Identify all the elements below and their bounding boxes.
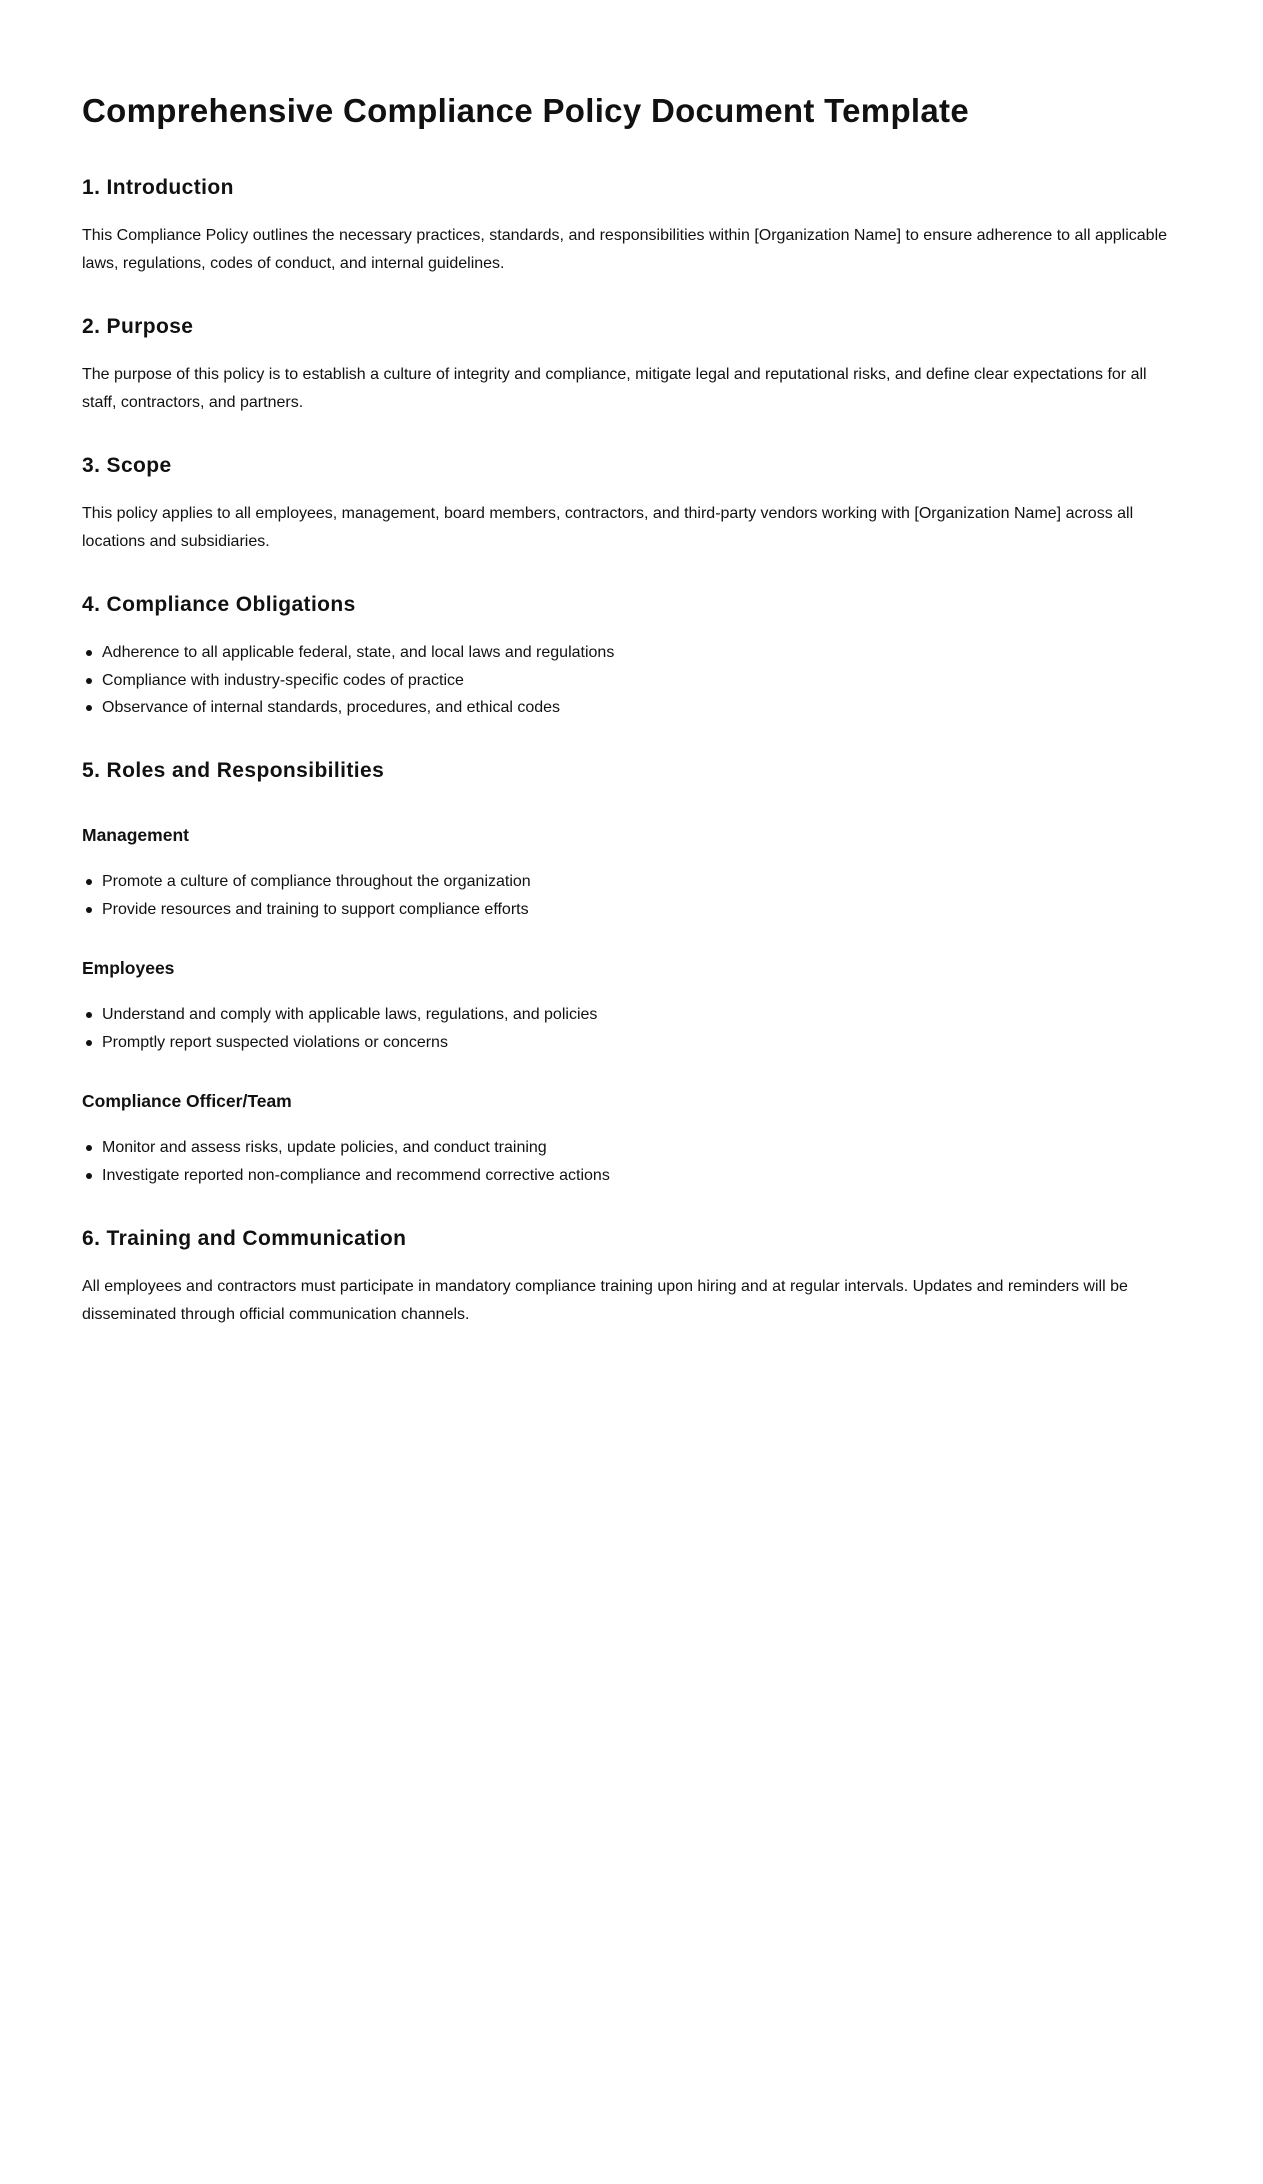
list-item: Compliance with industry-specific codes of practice (102, 667, 614, 695)
management-list (82, 868, 531, 923)
subheading-management: Management (82, 825, 189, 845)
section-body-scope: This policy applies to all employees, management, board members, contractors, and third-party vendors working with [Organization Name] across all locations and subsidiaries. (82, 505, 1134, 550)
section-heading-obligations: 4. Compliance Obligations (82, 593, 356, 616)
section-heading-introduction: 1. Introduction (82, 176, 234, 199)
subheading-employees: Employees (82, 958, 175, 978)
list-item: Provide resources and training to support compliance efforts (102, 896, 531, 924)
list-item: Understand and comply with applicable laws, regulations, and policies (102, 1001, 597, 1029)
list-item: Promote a culture of compliance throughout the organization (102, 868, 531, 896)
section-heading-scope: 3. Scope (82, 454, 172, 477)
section-heading-purpose: 2. Purpose (82, 315, 194, 338)
document-title: Comprehensive Compliance Policy Document Template (82, 92, 969, 129)
section-body-purpose: The purpose of this policy is to establish a culture of integrity and compliance, mitigate legal and reputational risks, and define clear expectations for all staff, contractors, and partners. (82, 366, 1147, 411)
section-heading-training: 6. Training and Communication (82, 1227, 407, 1250)
employees-list (82, 1001, 597, 1056)
section-body-introduction: This Compliance Policy outlines the necessary practices, standards, and responsibilities within [Organization Name] to ensure adherence to all applicable laws, regulations, codes of conduct, and internal guidelines. (82, 227, 1168, 272)
subheading-compliance-officer: Compliance Officer/Team (82, 1091, 292, 1111)
section-body-training: All employees and contractors must participate in mandatory compliance training upon hiring and at regular intervals. Updates and reminders will be disseminated through official communication channels. (82, 1278, 1128, 1323)
list-item: Observance of internal standards, procedures, and ethical codes (102, 694, 614, 722)
section-heading-roles: 5. Roles and Responsibilities (82, 759, 385, 782)
list-item: Adherence to all applicable federal, state, and local laws and regulations (102, 639, 614, 667)
list-item: Promptly report suspected violations or concerns (102, 1029, 597, 1057)
list-item: Monitor and assess risks, update policies, and conduct training (102, 1134, 610, 1162)
obligations-list (82, 639, 614, 722)
officer-list (82, 1134, 610, 1189)
list-item: Investigate reported non-compliance and recommend corrective actions (102, 1162, 610, 1190)
